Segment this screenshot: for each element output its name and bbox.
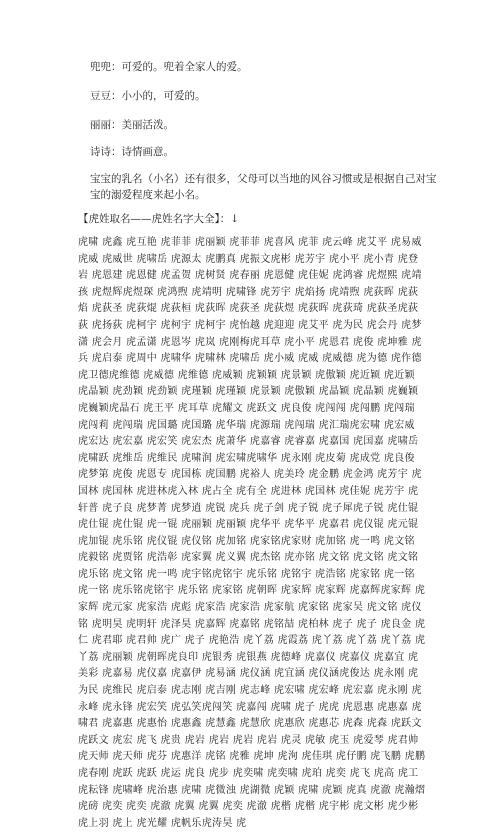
intro-paragraph: 宝宝的乳名（小名）还有很多，父母可以当地的风谷习惯或是根据自己对宝宝的溺爱程度来起小名。: [90, 173, 437, 201]
nickname-doudou-bean: 豆豆：小小的，可爱的。: [90, 90, 206, 102]
nickname-shishi: 诗诗：诗情画意。: [90, 146, 174, 158]
nickname-lili: 丽丽：美丽活泼。: [90, 119, 174, 131]
name-list: 虎啸 虎鑫 虎互艳 虎菲菲 虎丽颖 虎菲菲 虎喜风 虎菲 虎云峰 虎艾平 虎易威 虎威 虎威世 虎啸岳 虎源太 虎鹏真 虎振文虎彬 虎芳宇 虎小平 虎小青 虎登岩 虎恩建 虎恩健 虎孟贺 虎树贤 虎春丽 虎恩健 虎佳妮 虎鸿睿 虎煜熙 虎靖孩 虎煜辉虎煜琛 虎鸿煦 虎靖明 虎啸锋 虎芳宇 虎焰扬 虎靖煦 虎荻晖 虎荻焰 虎荻圣 虎荻焜 虎荻桓 虎荻晖 虎荻圣 虎荻煜 虎荻晖 虎荻琦 虎荻圣虎荻荻 虎扬荻 虎柯宇 虎柯宇 虎柯宇 虎怡越 虎迎迎 虎艾平 虎为民 虎会丹 虎梦潇 虎会月 虎孟潇 虎恩岑 虎岚 虎刚梅虎耳草 虎小平 虎恩君 虎俊 虎坤雅 虎兵 虎启泰 虎周中 虎啸华 虎啸林 虎啸岳 虎小威 虎威 虎威德 虎为德 虎作德 虎卫德虎维德 虎威德 虎维德 虎威颖 虎颖颖 虎景颖 虎傲颖 虎近颖 虎近颖 虎晶颖 虎劲颖 虎劲颖 虎瑾颖 虎瑾颖 虎景颖 虎傲颖 虎晶颖 虎晶颖 虎巍颖 虎巍颖虎晶石 虎王平 虎耳草 虎耀文 虎跃文 虎良俊 虎闯闯 虎闯鹏 虎闯瑞 虎闯莉 虎闯瑞 虎国璐 虎国璐 虎华瑞 虎源瑞 虎闯瑞 虎汇瑞虎宏啸 虎宏威 虎宏达 虎宏嘉 虎宏笑 虎宏杰 虎萧华 虎嘉睿 虎睿嘉 虎嘉国 虎国嘉 虎啸岳 虎啸跃 虎维岳 虎维民 虎啸润 虎宏啸虎啸华 虎永刚 虎皮菊 虎成党 虎良俊 虎梦第 虎俊 虎恩专 虎国栋 虎国鹏 虎裕人 虎美玲 虎金鹏 虎金鸿 虎芳宇 虎国林 虎国林 虎进林虎入林 虎占全 虎有全 虎进林 虎国林 虎佳妮 虎芳宇 虎轩普 虎子良 虎梦菁 虎梦逍 虎锐 虎兵 虎子剑 虎子锐 虎子犀虎子锐 虎仕锟 虎仕锟 虎仕锟 虎一锟 虎丽颖 虎丽颖 虎华平 虎华平 虎嘉君 虎仪锟 虎元锟 虎加锟 虎乐铭 虎仪锟 虎仪铭 虎加铭 虎家铭虎家财 虎加铭 虎一鸣 虎文铭 虎毅铭 虎贾铭 虎浩彰 虎家翼 虎义翼 虎杰铭 虎亦铭 虎文铭 虎文铭 虎文铭 虎乐铭 虎文铭 虎一鸣 虎宇铭虎铭宇 虎乐铭 虎铭宇 虎浩铭 虎家铭 虎一铭 虎一铭 虎乐铭虎铭宇 虎乐铭 虎家铭 虎朝晖 虎家辉 虎家辉 虎嘉辉虎家辉 虎家辉 虎元家 虎家浩 虎彪 虎家浩 虎家浩 虎家航 虎家铭 虎家吴 虎文铭 虎仪铭 虎明昊 虎明轩 虎泽昊 虎嘉辉 虎嘉铭 虎铭喆 虎柏林 虎子 虎子 虎良金 虎仁 虎君耶 虎君帅 虎广 虎子 虎艳浩 虎丫荔 虎霞荔 虎丫荔 虎丫荔 虎丫荔 虎丫荔 虎丽颖 虎朝晖虎良印 虎银秀 虎银燕 虎德峰 虎嘉仪 虎嘉仪 虎嘉宜 虎美彩 虎嘉易 虎仪嘉 虎嘉伊 虎易涵 虎仪涵 虎宜涵 虎仪涵虎俊达 虎永刚 虎为民 虎维民 虎启泰 虎志刚 虎吉刚 虎志峰 虎宏啸 虎宏峰 虎宏嘉 虎永刚 虎永峰 虎永锋 虎宏笑 虎弘笑虎闯笑 虎嘉闯 虎啸 虎子 虎虎 虎恩惠 虎惠嘉 虎啸君 虎嘉惠 虎惠怡 虎惠鑫 虎慧鑫 虎慧欣 虎惠欣 虎惠芯 虎森 虎森 虎跃文 虎跃文 虎宏 虎飞 虎贵 虎岩 虎岩 虎岩 虎岩 虎灵 虎敏 虎玉 虎爱琴 虎君帅 虎天师 虎天师 虎芬 虎惠洋 虎铭 虎雅 虎坤 虎洵 虎佳琪 虎仔鹏 虎飞鹏 虎鹏 虎春刚 虎跃 虎跃 虎运 虎良 虎步 虎奕啸 虎奕啸 虎珀 虎奕 虎飞 虎高 虎工 虎耘锋 虎啸峰 虎治惠 虎啸 虎微浊 虎湖微 虎颖 虎啸 虎颖 虎真 虎澈 虎瀚熠 虎磅 虎奕 虎奕 虎澈 虎翼 虎翼 虎奕 虎澈 虎楷 虎楷 虎宇彬 虎文彬 虎少彬 虎上羽 虎上 虎光耀 虎帆乐虎涛昊 虎: [78, 237, 426, 829]
section-heading: 【虎姓取名——虎姓名字大全】：↓: [78, 213, 240, 225]
nickname-doudou: 兜兜：可爱的。兜着全家人的爱。: [90, 61, 248, 73]
